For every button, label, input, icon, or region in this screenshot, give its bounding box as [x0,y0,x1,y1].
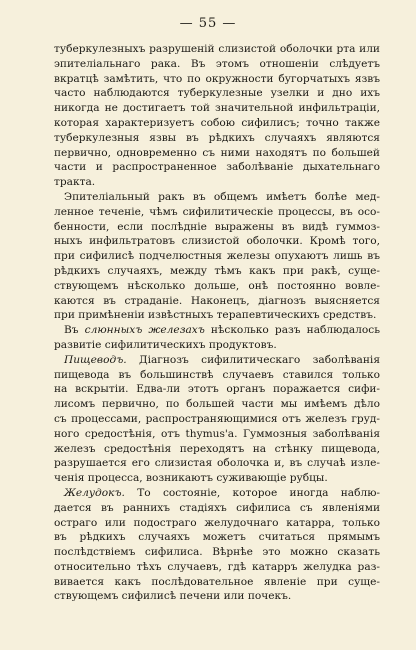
text-line [54,264,380,279]
text-segment: въ рѣдкихъ случаяхъ можетъ считаться прямымъ [54,531,380,544]
text-line [54,308,380,323]
text-line [54,412,380,427]
text-line [54,116,380,131]
text-line [54,131,380,146]
text-line [54,560,380,575]
text-segment: нѣсколько разъ наблюдалось [204,324,380,337]
text-segment: рѣдкихъ случаяхъ, между тѣмъ какъ при ракѣ, суще- [54,264,380,277]
text-line [54,516,380,531]
italic-term: Желудокъ. [64,486,125,499]
text-segment: дается въ раннихъ стадіяхъ сифилиса съ явленіями [54,501,380,514]
text-segment: относительно тѣхъ случаевъ, гдѣ катарръ желудка раз- [54,560,380,573]
text-line [54,501,380,516]
text-segment: ного средостѣнія, отъ thymus'а. Гуммозныя заболѣванія [54,427,380,440]
text-line [54,146,380,161]
text-line [54,486,380,501]
text-line [54,338,380,353]
page-body-text [54,42,380,604]
text-segment: которая характеризуетъ собою сифилисъ; точно также [54,116,380,129]
text-line [54,72,380,87]
text-line [54,205,380,220]
text-segment: ченія процесса, возникаютъ суживающіе рубцы. [54,472,328,485]
text-segment: вкратцѣ замѣтить, что по окружности бугорчатыхъ язвъ [54,72,380,85]
italic-term: слюнныхъ железахъ [84,324,205,337]
text-segment: никогда не достигаетъ той значительной инфильтраціи, [54,102,380,115]
text-segment: при сифилисѣ подчелюстныя железы опухаютъ лишь въ [54,250,380,263]
text-line [54,471,380,486]
text-line [54,234,380,249]
text-segment: Эпителіальный ракъ въ общемъ имѣетъ болѣе мед- [64,190,380,203]
italic-term: Пищеводъ. [64,353,127,366]
text-segment: туберкулезныхъ разрушеній слизистой оболочки рта или [54,43,380,55]
text-segment: туберкулезныя язвы въ рѣдкихъ случаяхъ являются [54,131,380,144]
text-line [54,279,380,294]
text-segment: ленное теченіе, чѣмъ сифилитическіе процессы, въ осо- [54,205,380,218]
text-segment: эпителіальнаго рака. Въ этомъ отношеніи слѣдуетъ [54,57,380,70]
text-line [54,323,380,338]
text-segment: Въ [64,324,85,337]
text-segment: ныхъ инфильтратовъ слизистой оболочки. Кромѣ того, [54,235,380,248]
text-line [54,160,380,175]
text-line [54,249,380,264]
text-line [54,101,380,116]
text-line [54,397,380,412]
text-line [54,442,380,457]
text-line [54,382,380,397]
text-segment: при примѣненіи извѣстныхъ терапевтическихъ средствъ. [54,309,377,322]
text-line [54,589,380,604]
text-segment: пищевода въ большинствѣ случаевъ ставился только [54,368,380,381]
text-segment: послѣдствіемъ сифилиса. Вѣрнѣе это можно сказать [54,546,380,559]
text-segment: каются въ страданіе. Наконецъ, діагнозъ выясняется [54,294,380,307]
text-line [54,353,380,368]
text-line [54,294,380,309]
text-line [54,545,380,560]
text-segment: вивается какъ послѣдовательное явленіе при суще- [54,575,380,588]
text-segment: развитіе сифилитическихъ продуктовъ. [54,338,277,351]
text-segment: ствующемъ нѣсколько дольше, онѣ постоянно вовле- [54,279,380,292]
text-line [54,57,380,72]
text-segment: тракта. [54,176,96,189]
text-line [54,575,380,590]
text-line [54,456,380,471]
text-segment: съ процессами, распространяющимися отъ железъ груд- [54,412,380,425]
text-line [54,175,380,190]
text-segment: части и распространенное заболѣваніе дыхательнаго [54,161,380,174]
text-line [54,190,380,205]
text-line [54,368,380,383]
text-line [54,220,380,235]
text-segment: разрушается его слизистая оболочка и, въ случаѣ изле- [54,457,380,470]
text-line [54,86,380,101]
text-line [54,42,380,57]
text-segment: на вскрытіи. Едва-ли этотъ органъ поражается сифи- [54,383,380,396]
text-segment: остраго или подостраго желудочнаго катарра, только [54,516,380,529]
text-segment: То состояніе, которое иногда наблю- [124,486,380,499]
text-segment: лисомъ первично, по большей части мы имѣемъ дѣло [54,398,380,411]
text-line [54,530,380,545]
text-line [54,427,380,442]
text-segment: первично, одновременно съ ними находятъ по большей [54,146,380,159]
text-segment: Діагнозъ сифилитическаго заболѣванія [126,353,380,366]
text-segment: часто наблюдаются туберкулезные узелки и дно ихъ [54,87,380,100]
text-segment: бенности, если послѣдніе выражены въ видѣ гуммоз- [54,220,380,233]
text-segment: ствующемъ сифилисѣ печени или почекъ. [54,590,292,603]
text-segment: железъ средостѣнія переходятъ на стѣнку пищевода, [54,442,380,455]
page-number: — 55 — [179,16,237,31]
